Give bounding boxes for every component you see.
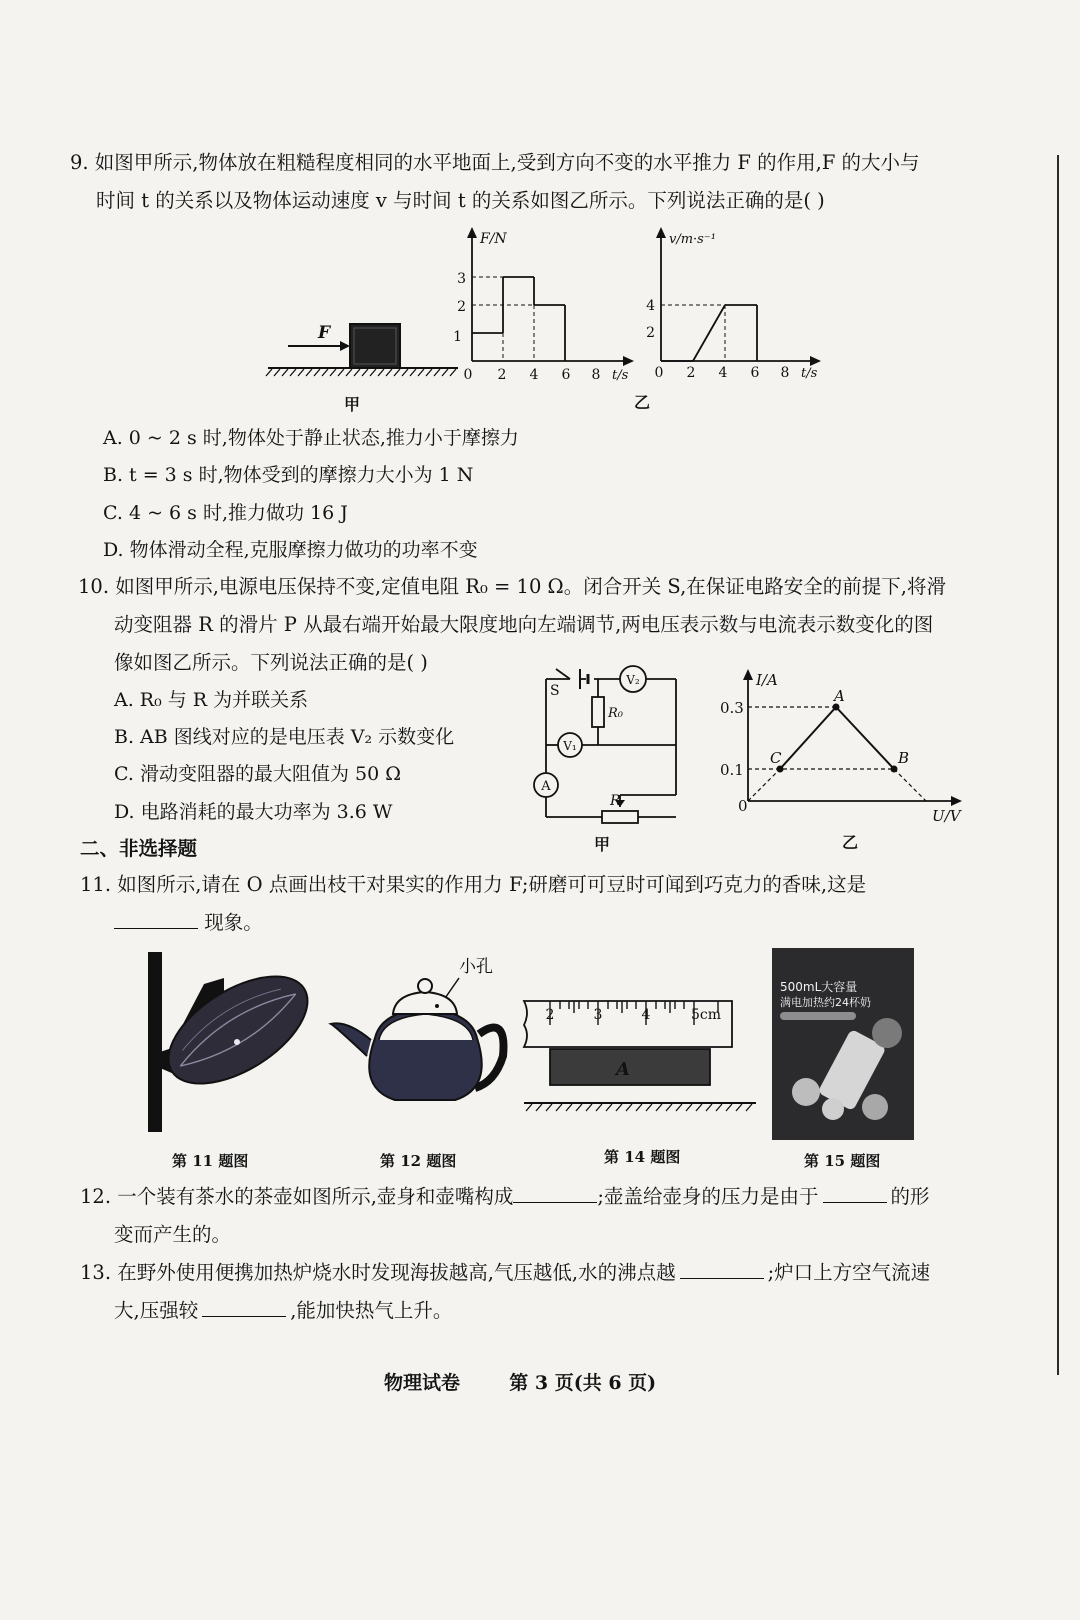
cacao-fruit [151, 955, 310, 1106]
q10-circuit [510, 655, 700, 830]
ft-ytick-1: 1 [453, 329, 462, 345]
q9-line1: 9. 如图甲所示,物体放在粗糙程度相同的水平地面上,受到方向不变的水平推力 F 的作用,F 的大小与 [70, 151, 920, 174]
q9-fig-yi-label: 乙 [634, 393, 651, 412]
q9-option-a: A. 0 ~ 2 s 时,物体处于静止状态,推力小于摩擦力 [103, 427, 519, 449]
section-2-title: 二、非选择题 [80, 837, 198, 860]
q13-blank-2[interactable] [202, 1298, 286, 1317]
iu-ylabel: I/A [756, 671, 778, 689]
q13-line1 [80, 1260, 930, 1286]
iu-label-c: C [770, 749, 782, 767]
ft-xtick-2: 4 [529, 367, 539, 383]
vt-segment-1 [693, 305, 725, 361]
tree-trunk [148, 952, 162, 1132]
floor-hatch [266, 369, 456, 376]
q12-line1 [80, 1184, 930, 1210]
iu-axes [748, 675, 956, 801]
ft-xtick-1: 2 [497, 367, 507, 383]
q11-blank[interactable] [114, 910, 198, 929]
q10-line2: 动变阻器 R 的滑片 P 从最右端开始最大限度地向左端调节,两电压表示数与电流表示数变化的图 [114, 613, 934, 636]
iu-ytick-01: 0.1 [720, 761, 744, 779]
ammeter-label: A [541, 779, 551, 794]
iu-x-arrow [951, 796, 962, 806]
iu-label-b: B [898, 749, 910, 767]
q13-prefix: 13. 在野外使用便携加热炉烧水时发现海拔越高,气压越低,水的沸点越 [80, 1261, 676, 1284]
vt-xtick-4: 8 [780, 365, 790, 381]
ft-xtick-0: 0 [463, 367, 473, 383]
iu-lines [780, 707, 894, 769]
q10-iu-graph [718, 665, 968, 825]
resistor-r0 [592, 697, 604, 727]
vt-xtick-0: 0 [654, 365, 664, 381]
line-ca [780, 707, 836, 769]
r0-label: R₀ [608, 706, 623, 721]
q9-line2: 时间 t 的关系以及物体运动速度 v 与时间 t 的关系如图乙所示。下列说法正确的是( ) [96, 189, 825, 212]
ft-xlabel: t/s [612, 368, 629, 383]
line-ab [836, 707, 894, 769]
q9-option-b: B. t = 3 s 时,物体受到的摩擦力大小为 1 N [103, 464, 474, 486]
vt-ytick-4: 4 [646, 298, 655, 314]
ft-y-arrow [467, 227, 477, 238]
ruler-tick-5cm: 5cm [690, 1007, 722, 1023]
teapot-hole-label: 小孔 [459, 957, 493, 977]
vt-ylabel: v/m·s⁻¹ [669, 232, 716, 247]
q11-suffix: 现象。 [204, 911, 263, 934]
force-arrowhead [340, 341, 350, 351]
photo-text-2: 满电加热约24杯奶 [780, 996, 871, 1009]
iu-xlabel: U/V [932, 807, 961, 825]
rheostat-r [602, 811, 638, 823]
q13-line2 [114, 1298, 452, 1324]
q10-option-c: C. 滑动变阻器的最大阻值为 50 Ω [114, 763, 401, 785]
lid-hole [435, 1004, 439, 1008]
iu-ytick-03: 0.3 [720, 699, 744, 717]
ft-ylabel: F/N [480, 231, 507, 247]
ft-xtick-4: 8 [591, 367, 601, 383]
fig14-ruler [520, 995, 760, 1115]
q12-mid: ;壶盖给壶身的压力是由于 [597, 1185, 819, 1208]
force-label: F [318, 323, 331, 343]
fig14-caption: 第 14 题图 [604, 1148, 681, 1166]
v1-label: V₁ [563, 739, 577, 753]
q9-chart-v-t [625, 225, 825, 385]
point-b [891, 766, 898, 773]
iu-label-a: A [834, 687, 845, 705]
vt-y-arrow [656, 227, 666, 238]
fig11-caption: 第 11 题图 [172, 1152, 249, 1170]
q9-option-c: C. 4 ~ 6 s 时,推力做功 16 J [103, 502, 348, 524]
vt-axes [661, 233, 815, 361]
q9-fig-jia-label: 甲 [344, 395, 361, 414]
vt-xtick-3: 6 [750, 365, 760, 381]
q13-suffix: ;炉口上方空气流速 [767, 1261, 931, 1284]
page-edge-line [1057, 155, 1059, 1375]
q10-option-b: B. AB 图线对应的是电压表 V₂ 示数变化 [114, 726, 455, 748]
iu-origin: 0 [738, 797, 748, 815]
q10-line1: 10. 如图甲所示,电源电压保持不变,定值电阻 R₀ = 10 Ω。闭合开关 S,在保证电路安全的前提下,将滑 [78, 575, 946, 598]
vt-x-arrow [810, 356, 821, 366]
q9-fig-jia [262, 312, 462, 412]
teapot-spout [331, 1023, 371, 1056]
ft-ytick-2: 2 [457, 299, 466, 315]
q10-fig-yi-label: 乙 [842, 833, 859, 852]
footer-page: 第 3 页(共 6 页) [509, 1372, 657, 1394]
q10-fig-jia-label: 甲 [594, 835, 611, 854]
q10-option-d: D. 电路消耗的最大功率为 3.6 W [114, 801, 393, 823]
fig15-caption: 第 15 题图 [804, 1152, 881, 1170]
lid-knob [418, 979, 432, 993]
q12-prefix: 12. 一个装有茶水的茶壶如图所示,壶身和壶嘴构成 [80, 1185, 514, 1208]
vt-xlabel: t/s [801, 366, 818, 381]
fig11-fruit [140, 948, 310, 1138]
fig12-caption: 第 12 题图 [380, 1152, 457, 1170]
v2-label: V₂ [626, 673, 640, 687]
vt-xtick-1: 2 [686, 365, 696, 381]
q11-line1: 11. 如图所示,请在 O 点画出枝干对果实的作用力 F;研磨可可豆时可闻到巧克力的香味,这是 [80, 873, 867, 896]
q12-suffix: 的形 [890, 1185, 930, 1208]
q12-blank-2[interactable] [823, 1184, 887, 1203]
footer-subject: 物理试卷 [384, 1372, 461, 1394]
iu-y-arrow [743, 669, 753, 680]
photo-text-1: 500mL大容量 [780, 980, 858, 994]
block [350, 324, 400, 368]
q13-line2-suffix: ,能加快热气上升。 [290, 1299, 453, 1322]
ft-axes [472, 233, 628, 361]
q10-option-a: A. R₀ 与 R 为并联关系 [114, 689, 309, 711]
footer [384, 1368, 656, 1395]
fig12-teapot [325, 948, 515, 1138]
switch-label: S [550, 683, 560, 699]
q12-line2: 变而产生的。 [114, 1223, 232, 1246]
fig15-photo [772, 948, 914, 1140]
vt-ytick-2: 2 [646, 325, 655, 341]
q12-blank-1[interactable] [513, 1184, 597, 1203]
ft-xtick-3: 6 [561, 367, 571, 383]
q9-chart-f-t [440, 225, 640, 385]
q10-line3: 像如图乙所示。下列说法正确的是( ) [114, 651, 428, 674]
q13-blank-1[interactable] [680, 1260, 764, 1279]
block-a-label: A [616, 1059, 630, 1080]
ruler-tick-4: 4 [641, 1007, 651, 1023]
block-a [550, 1049, 710, 1085]
point-o [234, 1039, 240, 1045]
q9-option-d: D. 物体滑动全程,克服摩擦力做功的功率不变 [103, 539, 478, 561]
ruler-tick-2: 2 [545, 1007, 555, 1023]
ft-ytick-3: 3 [457, 271, 466, 287]
q13-line2-prefix: 大,压强较 [114, 1299, 199, 1322]
ruler-tick-3: 3 [593, 1007, 603, 1023]
r-label: R [610, 793, 621, 809]
q11-line2 [114, 910, 263, 936]
vt-xtick-2: 4 [718, 365, 728, 381]
